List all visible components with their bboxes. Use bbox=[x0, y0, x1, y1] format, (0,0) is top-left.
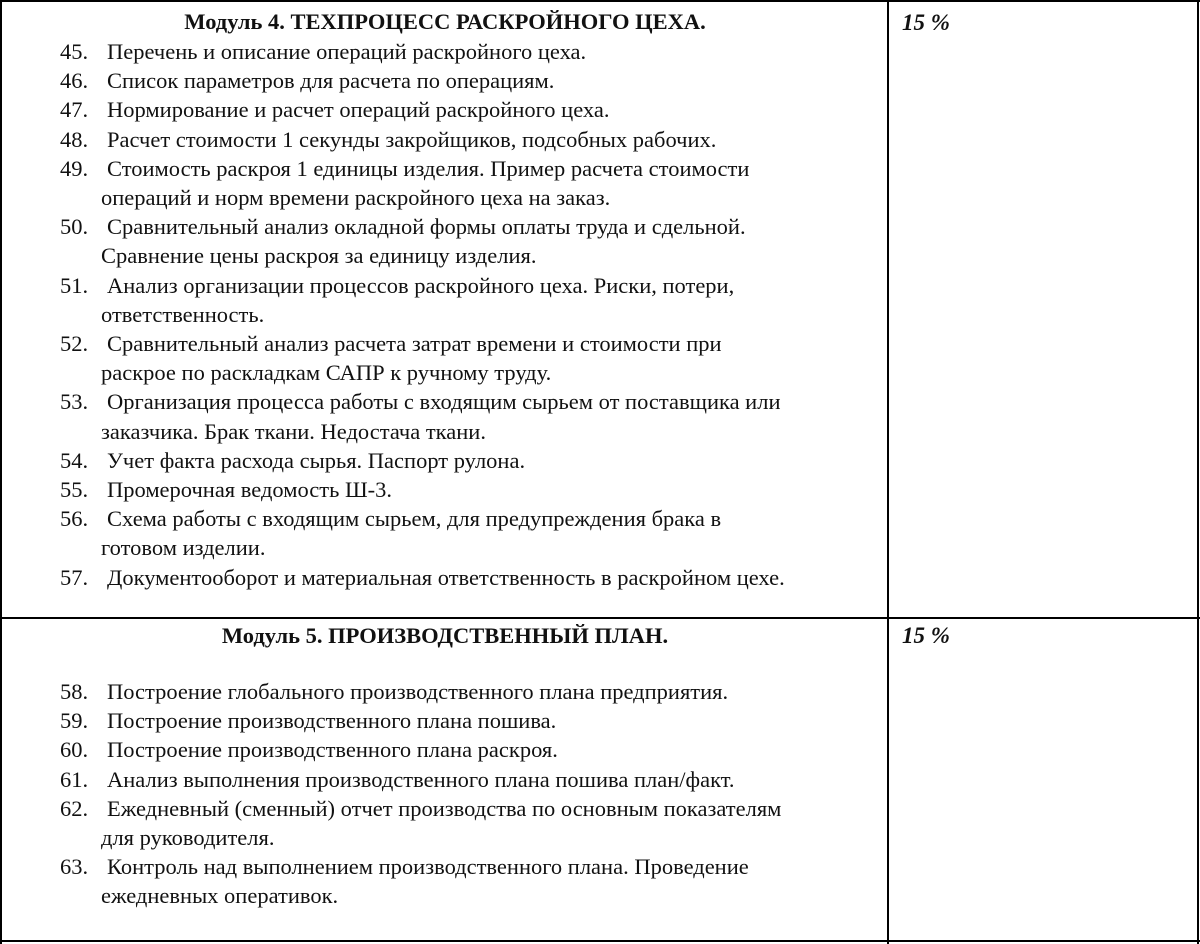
topic-text-line: Сравнительный анализ окладной формы оплаты труда и сдельной. bbox=[107, 214, 746, 240]
topic-text-line: Схема работы с входящим сырьем, для предупреждения брака в bbox=[107, 506, 722, 532]
topic-text-line: Список параметров для расчета по операциям. bbox=[107, 68, 555, 94]
topic-text-line: Перечень и описание операций раскройного цеха. bbox=[107, 39, 587, 64]
topic-text-line: Стоимость раскроя 1 единицы изделия. Пример расчета стоимости bbox=[107, 155, 750, 181]
topic-text-line: Ежедневный (сменный) отчет производства по основным показателям bbox=[107, 795, 782, 821]
topic-text bbox=[0, 95, 891, 124]
topic-text-line: ответственность. bbox=[101, 301, 265, 327]
topic-text bbox=[0, 387, 891, 445]
topic-text-line: Документооборот и материальная ответственность в раскройном цехе. bbox=[107, 564, 785, 590]
topic-text bbox=[0, 563, 891, 592]
topic-text-line: для руководителя. bbox=[101, 825, 275, 851]
topic-text bbox=[0, 852, 891, 910]
topic-number: 57. bbox=[60, 564, 89, 590]
topic-text-line: Сравнение цены раскроя за единицу изделия. bbox=[101, 243, 537, 269]
topic-number: 46. bbox=[60, 68, 89, 94]
topic-item bbox=[0, 475, 891, 504]
topic-text bbox=[0, 212, 891, 270]
topic-text-line: Промерочная ведомость Ш-3. bbox=[107, 477, 393, 503]
topic-item bbox=[0, 677, 891, 706]
topic-number: 61. bbox=[60, 766, 89, 792]
topic-text-line: готовом изделии. bbox=[101, 535, 266, 561]
topic-text-line: Учет факта расхода сырья. Паспорт рулона. bbox=[107, 447, 526, 473]
topic-text-line: Нормирование и расчет операций раскройного цеха. bbox=[107, 97, 610, 123]
topic-item bbox=[0, 212, 891, 270]
topic-number: 56. bbox=[60, 506, 89, 532]
topic-item bbox=[0, 329, 891, 387]
topic-text-line: раскрое по раскладкам САПР к ручному труду. bbox=[101, 360, 552, 386]
topic-item bbox=[0, 504, 891, 562]
topic-text bbox=[0, 677, 891, 706]
topic-number: 52. bbox=[60, 331, 89, 357]
topic-item bbox=[0, 852, 891, 910]
topic-text-line: Контроль над выполнением производственного плана. Проведение bbox=[107, 854, 749, 880]
topic-text-line: Построение производственного плана пошива. bbox=[107, 708, 557, 734]
topic-text-line: Анализ выполнения производственного плана пошива план/факт. bbox=[107, 766, 735, 792]
module-5-percent: 15 % bbox=[902, 623, 950, 648]
topic-text-line: Сравнительный анализ расчета затрат времени и стоимости при bbox=[107, 331, 722, 357]
topic-item bbox=[0, 706, 891, 735]
topic-number: 51. bbox=[60, 272, 89, 298]
topic-text bbox=[0, 475, 891, 504]
topic-text bbox=[0, 37, 891, 66]
topic-number: 49. bbox=[60, 155, 89, 181]
topic-item bbox=[0, 95, 891, 124]
table-border-right bbox=[1197, 0, 1199, 944]
topic-number: 63. bbox=[60, 854, 89, 880]
topic-text-line: Построение производственного плана раскроя. bbox=[107, 737, 558, 763]
topic-text-line: операций и норм времени раскройного цеха на заказ. bbox=[101, 185, 611, 211]
topic-item bbox=[0, 765, 891, 794]
topic-number: 48. bbox=[60, 126, 89, 152]
topic-item bbox=[0, 37, 891, 66]
module-5-topic-list bbox=[0, 677, 891, 911]
topic-number: 47. bbox=[60, 97, 89, 123]
topic-number: 62. bbox=[60, 795, 89, 821]
topic-text bbox=[0, 125, 891, 154]
table-border-top bbox=[0, 0, 1200, 2]
topic-number: 50. bbox=[60, 214, 89, 240]
topic-text-line: Построение глобального производственного плана предприятия. bbox=[107, 679, 729, 704]
topic-number: 55. bbox=[60, 477, 89, 503]
module-4-title: Модуль 4. ТЕХПРОЦЕСС РАСКРОЙНОГО ЦЕХА. bbox=[184, 9, 706, 34]
topic-item bbox=[0, 563, 891, 592]
topic-item bbox=[0, 271, 891, 329]
topic-item bbox=[0, 387, 891, 445]
topic-number: 58. bbox=[60, 679, 89, 704]
topic-text bbox=[0, 154, 891, 212]
module-5-title: Модуль 5. ПРОИЗВОДСТВЕННЫЙ ПЛАН. bbox=[221, 623, 669, 648]
module-4-percent: 15 % bbox=[902, 10, 950, 35]
topic-text bbox=[0, 446, 891, 475]
topic-text bbox=[0, 329, 891, 387]
topic-number: 60. bbox=[60, 737, 89, 763]
topic-item bbox=[0, 735, 891, 764]
topic-item bbox=[0, 446, 891, 475]
table-row-divider bbox=[0, 617, 1200, 619]
topic-item bbox=[0, 154, 891, 212]
topic-text-line: Анализ организации процессов раскройного цеха. Риски, потери, bbox=[107, 272, 735, 298]
topic-number: 53. bbox=[60, 389, 89, 415]
topic-item bbox=[0, 125, 891, 154]
topic-number: 59. bbox=[60, 708, 89, 734]
topic-number: 54. bbox=[60, 447, 89, 473]
topic-item bbox=[0, 66, 891, 95]
topic-text-line: ежедневных оперативок. bbox=[101, 883, 339, 909]
topic-text bbox=[0, 794, 891, 852]
topic-text-line: заказчика. Брак ткани. Недостача ткани. bbox=[101, 418, 486, 444]
topic-text-line: Организация процесса работы с входящим сырьем от поставщика или bbox=[107, 389, 781, 415]
topic-text bbox=[0, 735, 891, 764]
topic-text bbox=[0, 271, 891, 329]
topic-text bbox=[0, 66, 891, 95]
topic-text-line: Расчет стоимости 1 секунды закройщиков, подсобных рабочих. bbox=[107, 126, 717, 152]
topic-text bbox=[0, 706, 891, 735]
topic-number: 45. bbox=[60, 39, 89, 64]
topic-item bbox=[0, 794, 891, 852]
module-4-topic-list bbox=[0, 37, 891, 592]
table-border-bottom bbox=[0, 940, 1200, 942]
topic-text bbox=[0, 765, 891, 794]
topic-text bbox=[0, 504, 891, 562]
